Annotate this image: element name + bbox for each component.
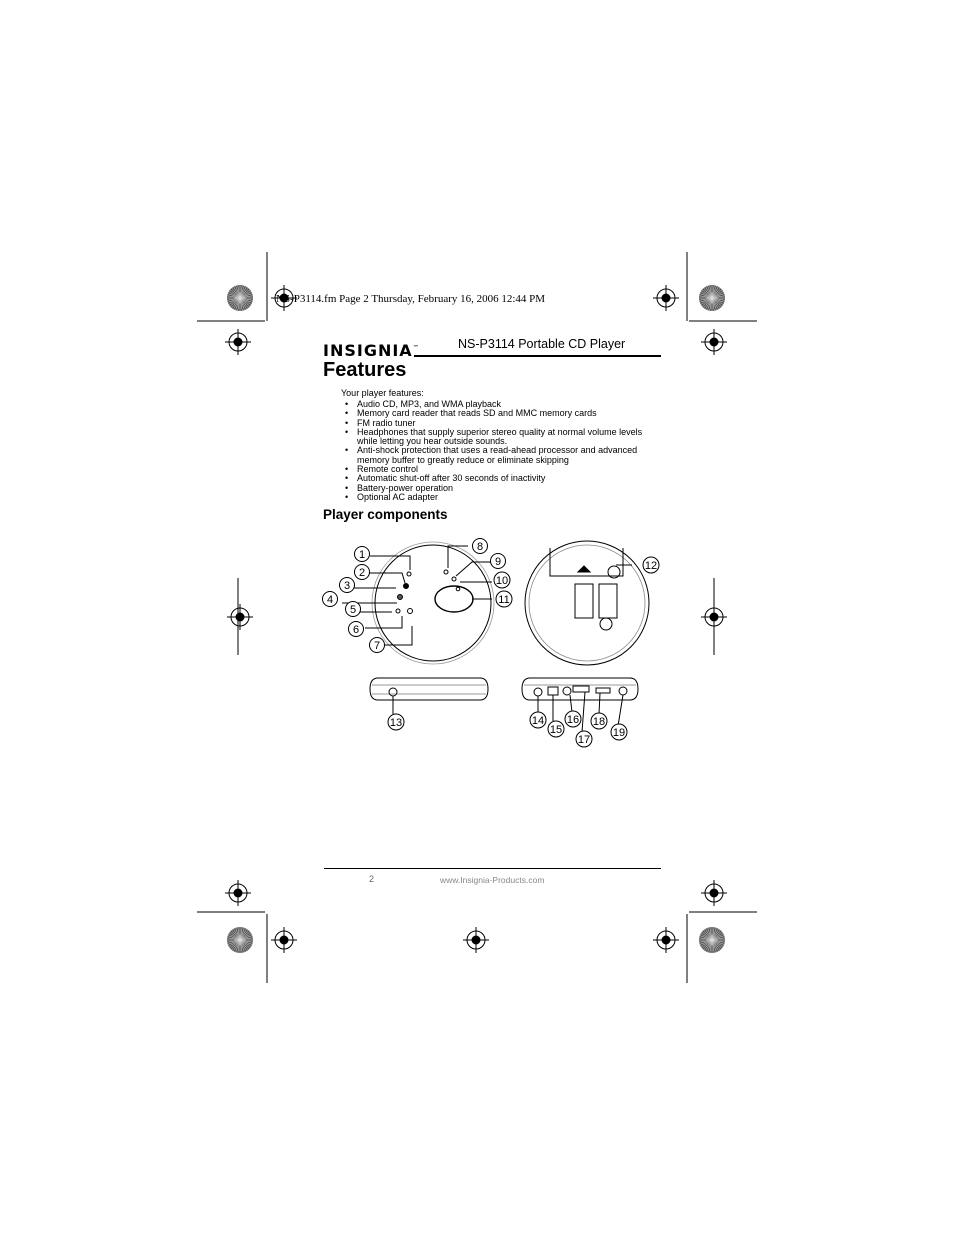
registration-cross <box>701 329 727 355</box>
registration-cross <box>653 927 679 953</box>
callout-8 <box>473 539 488 554</box>
features-intro: Your player features: <box>341 388 424 398</box>
brand-name: INSIGNIA <box>323 341 413 360</box>
feature-item: • Optional AC adapter <box>341 493 661 502</box>
callout-17 <box>576 731 592 747</box>
feature-item: • Memory card reader that reads SD and MMC memory cards <box>341 409 661 418</box>
callout-16 <box>565 711 581 727</box>
callout-4 <box>323 592 338 607</box>
feature-item: • Headphones that supply superior stereo quality at normal volume levels while letting you hear outside sounds. <box>341 428 661 447</box>
registration-starburst <box>227 285 253 311</box>
callout-9 <box>491 554 506 569</box>
callout-12 <box>643 557 659 573</box>
callout-1 <box>355 547 370 562</box>
feature-item: • FM radio tuner <box>341 419 661 428</box>
svg-text:19: 19 <box>612 727 626 739</box>
footer-rule <box>324 868 661 869</box>
feature-item: • Remote control <box>341 465 661 474</box>
feature-item: • Battery-power operation <box>341 484 661 493</box>
features-list <box>341 400 661 502</box>
registration-starburst <box>699 927 725 953</box>
svg-text:13: 13 <box>389 717 403 729</box>
svg-text:5: 5 <box>349 604 357 616</box>
registration-starburst <box>227 927 253 953</box>
player-side-view-left <box>370 678 488 714</box>
svg-text:10: 10 <box>495 575 509 587</box>
svg-text:15: 15 <box>549 724 563 736</box>
callout-7 <box>370 638 385 653</box>
registration-cross <box>225 880 251 906</box>
svg-text:16: 16 <box>566 714 580 726</box>
feature-item: • Automatic shut-off after 30 seconds of inactivity <box>341 474 661 483</box>
feature-item: • Anti-shock protection that uses a read-ahead processor and advanced memory buffer to greatly reduce or eliminate skipping <box>341 446 661 465</box>
file-info-line: NS-P3114.fm Page 2 Thursday, February 16, 2006 12:44 PM <box>276 293 546 305</box>
svg-text:12: 12 <box>644 560 658 572</box>
page-title: Features <box>323 359 407 381</box>
callout-2 <box>355 565 370 580</box>
player-components-diagram <box>320 536 665 751</box>
callout-15 <box>548 721 564 737</box>
svg-text:1: 1 <box>358 549 366 561</box>
trademark-symbol: ™ <box>412 344 420 352</box>
registration-cross <box>225 329 251 355</box>
svg-text:11: 11 <box>498 594 510 606</box>
feature-item: • Audio CD, MP3, and WMA playback <box>341 400 661 409</box>
svg-text:3: 3 <box>343 580 351 592</box>
svg-text:17: 17 <box>577 734 591 746</box>
svg-text:4: 4 <box>326 594 334 606</box>
callout-11 <box>496 591 512 607</box>
player-back-view <box>525 541 649 665</box>
registration-cross <box>271 927 297 953</box>
registration-cross <box>701 880 727 906</box>
registration-cross <box>227 604 253 630</box>
callout-13 <box>388 714 404 730</box>
callout-6 <box>349 622 364 637</box>
callout-14 <box>530 712 546 728</box>
header-title: NS-P3114 Portable CD Player <box>458 337 626 351</box>
svg-text:8: 8 <box>476 541 484 553</box>
page-number: 2 <box>369 874 375 884</box>
components-heading: Player components <box>323 507 448 522</box>
callout-19 <box>611 724 627 740</box>
svg-text:2: 2 <box>358 567 366 579</box>
header-rule <box>414 355 661 357</box>
callout-5 <box>346 602 361 617</box>
svg-text:7: 7 <box>373 640 381 652</box>
svg-text:6: 6 <box>352 624 360 636</box>
svg-text:14: 14 <box>531 715 545 727</box>
footer-url: www.Insignia-Products.com <box>440 875 545 885</box>
registration-starburst <box>699 285 725 311</box>
svg-text:9: 9 <box>494 556 502 568</box>
registration-cross <box>653 285 679 311</box>
registration-cross <box>463 927 489 953</box>
svg-text:18: 18 <box>592 716 606 728</box>
callout-10 <box>494 572 510 588</box>
brand-logo <box>323 341 420 360</box>
callout-3 <box>340 578 355 593</box>
callout-18 <box>591 713 607 729</box>
